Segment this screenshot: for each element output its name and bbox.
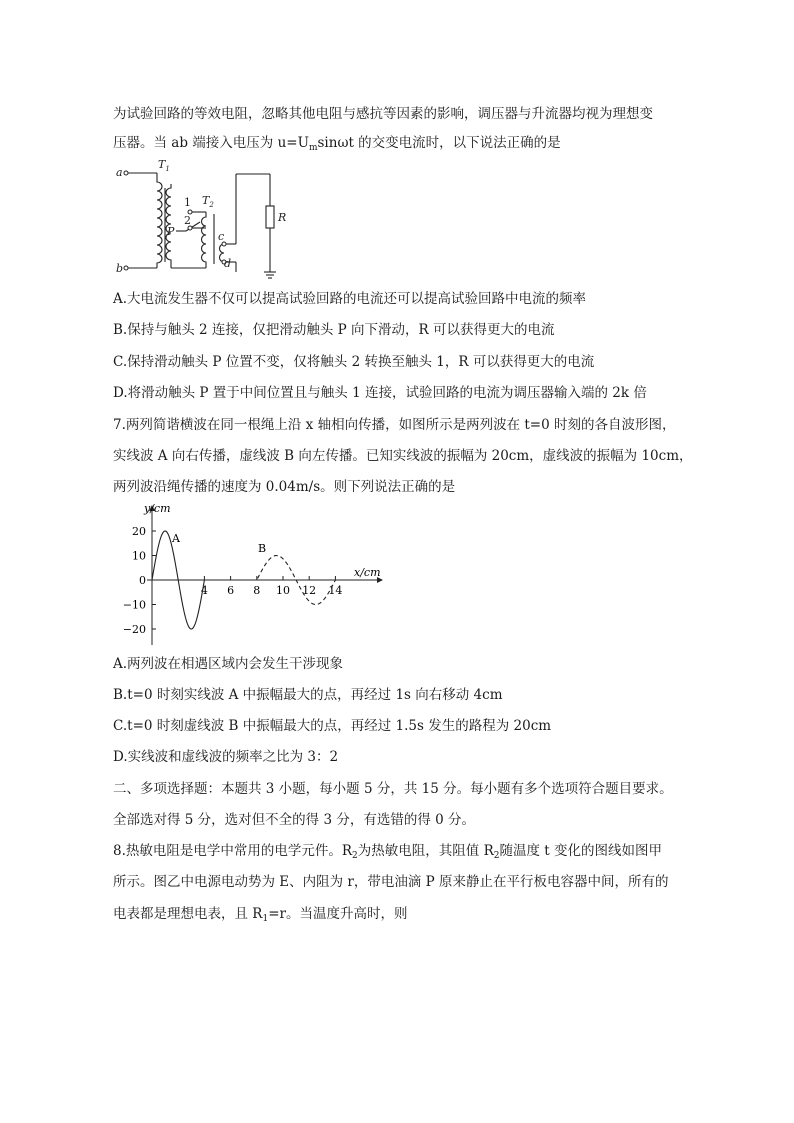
q8-line-2: 所示。图乙中电源电动势为 E、内阻为 r，带电油滴 P 原来静止在平行板电容器中间，所有的 xyxy=(113,874,669,890)
x-tick-label: 12 xyxy=(302,584,317,597)
q7-option-c: C.t=0 时刻虚线波 B 中振幅最大的点，再经过 1.5s 发生的路程为 20cm xyxy=(113,718,552,734)
q7-option-d: D.实线波和虚线波的频率之比为 3：2 xyxy=(113,749,339,765)
q7-option-b: B.t=0 时刻实线波 A 中振幅最大的点，再经过 1s 向右移动 4cm xyxy=(113,687,503,703)
tap-1-label: 1 xyxy=(184,196,191,209)
terminal-b-label: b xyxy=(116,262,124,275)
x-tick-label: 10 xyxy=(276,584,290,597)
resistor-r-label: R xyxy=(278,211,287,224)
q6-option-c: C.保持滑动触头 P 位置不变，仅将触头 2 转换至触头 1，R 可以获得更大的电流 xyxy=(113,354,595,370)
section-2-heading-2: 全部选对得 5 分，选对但不全的得 3 分，有选错的得 0 分。 xyxy=(113,812,476,828)
intro-line-2 xyxy=(113,133,561,153)
x-tick-label: 4 xyxy=(200,584,208,597)
x-tick-label: 6 xyxy=(227,584,235,597)
t1-label: $T_1$ xyxy=(158,158,170,173)
intro-sub-m: m xyxy=(308,143,318,153)
q7-stem-2: 实线波 A 向右传播，虚线波 B 向左传播。已知实线波的振幅为 20cm，虚线波的振幅为 10cm， xyxy=(113,448,693,464)
y-tick-label: −20 xyxy=(122,623,146,636)
intro-line-1: 为试验回路的等效电阻，忽略其他电阻与感抗等因素的影响，调压器与升流器均视为理想变 xyxy=(113,106,653,122)
wave-chart xyxy=(112,500,392,650)
wave-a-label: A xyxy=(172,532,180,545)
x-tick-label: 8 xyxy=(253,584,261,597)
wave-b-label: B xyxy=(258,542,267,555)
q7-stem-3: 两列波沿绳传播的速度为 0.04m/s。则下列说法正确的是 xyxy=(113,479,456,495)
terminal-d-label: d xyxy=(224,257,232,270)
section-2-heading-1: 二、多项选择题：本题共 3 小题，每小题 5 分，共 15 分。每小题有多个选项符合题目要求。 xyxy=(113,781,673,797)
x-tick-label: 14 xyxy=(328,584,343,597)
t2-label: $T_2$ xyxy=(202,194,214,209)
slider-p-label: P xyxy=(167,225,175,238)
intro-line-2-b: sinωt 的交变电流时，以下说法正确的是 xyxy=(317,135,561,151)
y-tick-label: 10 xyxy=(132,549,146,563)
y-axis-label: y/cm xyxy=(144,502,171,515)
q8-line-3: 电表都是理想电表，且 $R_1=r$。当温度升高时，则 xyxy=(113,906,408,924)
tap-2-label: 2 xyxy=(184,214,191,227)
y-tick-label: 0 xyxy=(139,574,146,587)
terminal-c-label: c xyxy=(218,230,225,243)
q8-line-1: 8.热敏电阻是电学中常用的电学元件。$R_2$为热敏电阻，其阻值 $R_2$随温度 t 变化的图线如图甲 xyxy=(113,843,662,861)
q7-option-a: A.两列波在相遇区域内会发生干涉现象 xyxy=(113,656,344,672)
q7-stem-1: 7.两列简谐横波在同一根绳上沿 x 轴相向传播，如图所示是两列波在 t=0 时刻的各自波形图， xyxy=(113,417,676,433)
x-axis-label: x/cm xyxy=(354,566,381,579)
x-ticks xyxy=(201,576,343,597)
y-tick-label: −10 xyxy=(122,598,146,612)
terminal-a-label: a xyxy=(116,166,123,179)
q6-option-d: D.将滑动触头 P 置于中间位置且与触头 1 连接，试验回路的电流为调压器输入端的 2k 倍 xyxy=(113,385,647,401)
y-tick-label: 20 xyxy=(132,525,146,538)
intro-line-2-a: 压器。当 ab 端接入电压为 u=U xyxy=(113,135,309,151)
transformer-circuit-diagram xyxy=(114,160,294,280)
q6-option-b: B.保持与触头 2 连接，仅把滑动触头 P 向下滑动，R 可以获得更大的电流 xyxy=(113,322,555,338)
q6-option-a: A.大电流发生器不仅可以提高试验回路的电流还可以提高试验回路中电流的频率 xyxy=(113,291,587,307)
